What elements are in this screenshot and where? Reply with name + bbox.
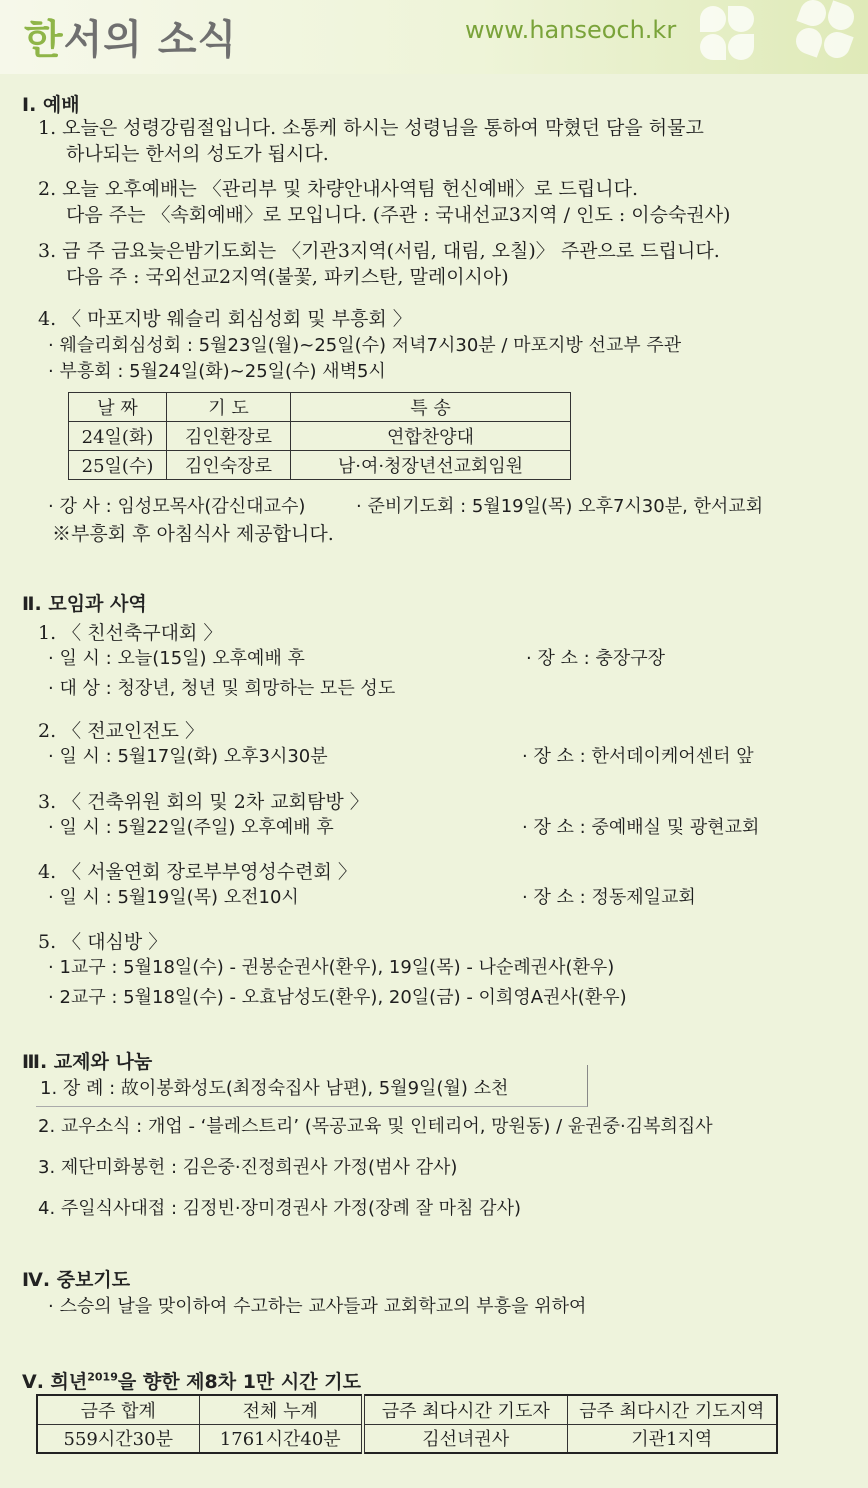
table-row <box>69 422 571 451</box>
revival-breakfast-note: ※부흥회 후 아침식사 제공합니다. <box>52 523 334 545</box>
table-header-row <box>37 1395 777 1424</box>
table-cell: 기관1지역 <box>567 1424 777 1453</box>
ministry-item-4: 4. 〈 서울연회 장로부부영성수련회 〉 <box>38 861 357 883</box>
section-heading-fellowship: Ⅲ. 교제와 나눔 <box>22 1051 153 1073</box>
table-cell: 김인숙장로 <box>167 451 291 480</box>
page-title <box>24 8 237 65</box>
ministry-item-1: 1. 〈 친선축구대회 〉 <box>38 622 223 644</box>
section-heading-ministry: Ⅱ. 모임과 사역 <box>22 593 147 615</box>
ministry-item-2-time: · 일 시 : 5월17일(화) 오후3시30분 <box>48 746 328 767</box>
prayer-goal-heading-post: 을 향한 제8차 1만 시간 기도 <box>117 1371 361 1393</box>
ministry-item-3-time: · 일 시 : 5월22일(주일) 오후예배 후 <box>48 817 334 838</box>
worship-item-1: 1. 오늘은 성령강림절입니다. 소통케 하시는 성령님을 통하여 막혔던 담을 허물고 <box>38 117 704 139</box>
ministry-item-5: 5. 〈 대심방 〉 <box>38 931 168 953</box>
title-highlight: 한 <box>24 17 64 63</box>
table-cell: 24일(화) <box>69 422 167 451</box>
table-cell: 559시간30분 <box>37 1424 199 1453</box>
prayer-hours-table <box>36 1394 778 1454</box>
table-cell: 김선녀권사 <box>363 1424 567 1453</box>
worship-item-4-revival: · 부흥회 : 5월24일(화)~25일(수) 새벽5시 <box>48 361 386 382</box>
fellowship-funeral: 1. 장 례 : 故이봉화성도(최정숙집사 남편), 5월9일(월) 소천 <box>40 1078 509 1099</box>
fellowship-lunch-host: 4. 주일식사대접 : 김정빈·장미경권사 가정(장례 잘 마침 감사) <box>38 1198 521 1219</box>
table-cell: 연합찬양대 <box>291 422 571 451</box>
table-header-row <box>69 393 571 422</box>
ministry-item-3: 3. 〈 건축위원 회의 및 2차 교회탐방 〉 <box>38 791 369 813</box>
ministry-item-1-place: · 장 소 : 충장구장 <box>526 648 666 669</box>
table-header-cell: 특 송 <box>291 393 571 422</box>
prayer-goal-year: 2019 <box>87 1370 118 1384</box>
ministry-item-1-target: · 대 상 : 청장년, 청년 및 희망하는 모든 성도 <box>48 678 396 699</box>
table-row <box>37 1424 777 1453</box>
section-heading-intercession: Ⅳ. 중보기도 <box>22 1269 131 1291</box>
ministry-item-4-time: · 일 시 : 5월19일(목) 오전10시 <box>48 887 299 908</box>
ministry-item-4-place: · 장 소 : 정동제일교회 <box>522 887 696 908</box>
worship-item-3: 3. 금 주 금요늦은밤기도회는 〈기관3지역(서림, 대림, 오칠)〉 주관으로 드립니다. <box>38 240 720 262</box>
revival-speaker: · 강 사 : 임성모목사(감신대교수) <box>48 496 306 517</box>
ministry-item-1-time: · 일 시 : 오늘(15일) 오후예배 후 <box>48 648 305 669</box>
table-header-cell: 전체 누계 <box>199 1395 363 1424</box>
worship-item-2: 2. 오늘 오후예배는 〈관리부 및 차량안내사역팀 헌신예배〉로 드립니다. <box>38 178 639 200</box>
fellowship-altar-flowers: 3. 제단미화봉헌 : 김은중·진정희권사 가정(범사 감사) <box>38 1157 458 1178</box>
worship-item-4-wesley: · 웨슬리회심성회 : 5월23일(월)~25일(수) 저녁7시30분 / 마포지방 선교부 주관 <box>48 335 682 356</box>
ministry-item-2: 2. 〈 전교인전도 〉 <box>38 720 205 742</box>
worship-item-3-cont: 다음 주 : 국외선교2지역(불꽃, 파키스탄, 말레이시아) <box>66 266 509 288</box>
prayer-goal-heading-pre: Ⅴ. 희년 <box>22 1371 88 1393</box>
newsletter-header <box>0 0 868 74</box>
ministry-item-5-district2: · 2교구 : 5월18일(수) - 오효남성도(환우), 20일(금) - 이희영A권사(환우) <box>48 987 627 1008</box>
worship-item-4: 4. 〈 마포지방 웨슬리 회심성회 및 부흥회 〉 <box>38 308 412 330</box>
revival-schedule-table <box>68 392 571 480</box>
table-header-cell: 날 짜 <box>69 393 167 422</box>
table-row <box>69 451 571 480</box>
ministry-item-2-place: · 장 소 : 한서데이케어센터 앞 <box>522 746 754 767</box>
table-header-cell: 금주 최다시간 기도자 <box>363 1395 567 1424</box>
table-cell: 김인환장로 <box>167 422 291 451</box>
ministry-item-5-district1: · 1교구 : 5월18일(수) - 권봉순권사(환우), 19일(목) - 나순례권사(환우) <box>48 957 615 978</box>
worship-item-2-cont: 다음 주는 〈속회예배〉로 모입니다. (주관 : 국내선교3지역 / 인도 : 이승숙권사) <box>66 204 731 226</box>
ministry-item-3-place: · 장 소 : 중예배실 및 광현교회 <box>522 817 760 838</box>
fellowship-member-news: 2. 교우소식 : 개업 - ‘블레스트리’ (목공교육 및 인테리어, 망원동) / 윤권중·김복희집사 <box>38 1116 713 1137</box>
section-heading-prayer-goal <box>22 1367 361 1394</box>
table-cell: 1761시간40분 <box>199 1424 363 1453</box>
worship-item-1-cont: 하나되는 한서의 성도가 됩시다. <box>66 143 329 165</box>
table-header-cell: 금주 최다시간 기도지역 <box>567 1395 777 1424</box>
church-url[interactable]: www.hanseoch.kr <box>465 16 677 44</box>
section-heading-worship: Ⅰ. 예배 <box>22 94 80 116</box>
table-cell: 남·여·청장년선교회임원 <box>291 451 571 480</box>
revival-prayer-meeting: · 준비기도회 : 5월19일(목) 오후7시30분, 한서교회 <box>356 496 764 517</box>
title-rest: 서의 소식 <box>63 17 238 63</box>
intercession-item: · 스승의 날을 맞이하여 수고하는 교사들과 교회학교의 부흥을 위하여 <box>48 1296 587 1317</box>
table-header-cell: 금주 합계 <box>37 1395 199 1424</box>
table-cell: 25일(수) <box>69 451 167 480</box>
table-header-cell: 기 도 <box>167 393 291 422</box>
